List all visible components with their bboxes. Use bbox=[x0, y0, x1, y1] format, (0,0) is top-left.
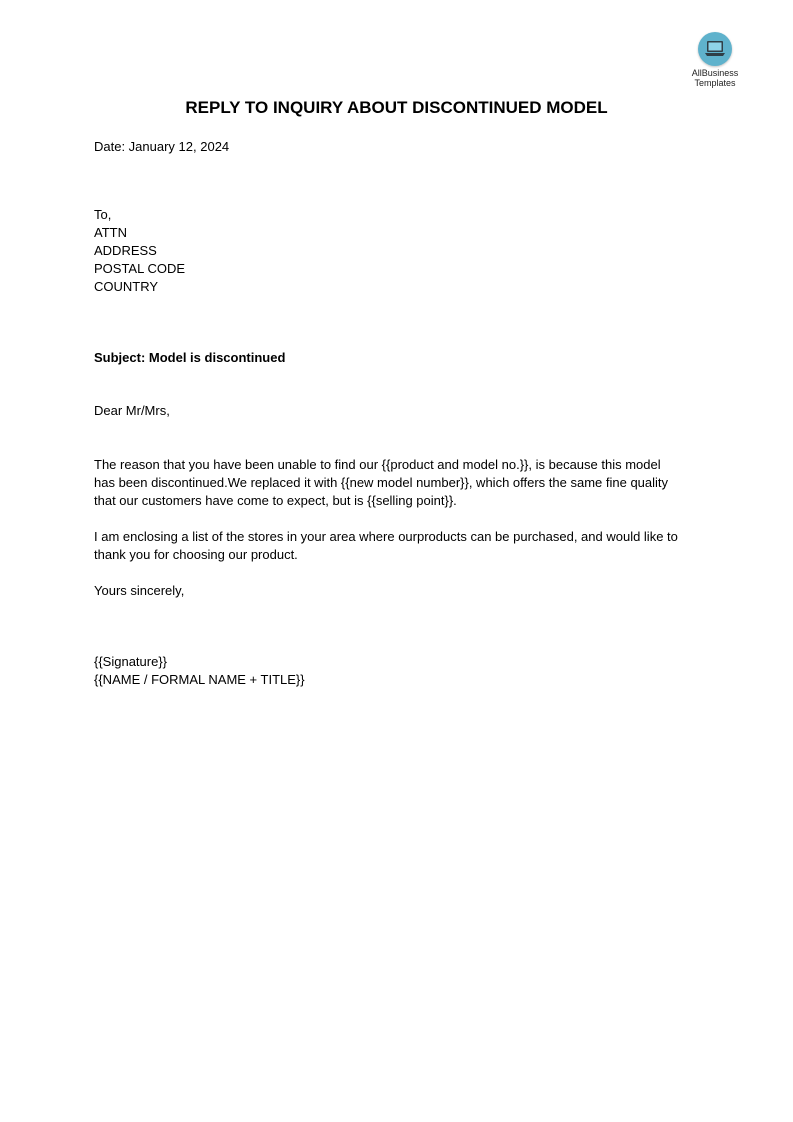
salutation: Dear Mr/Mrs, bbox=[94, 403, 170, 418]
body-paragraph-2 bbox=[94, 528, 706, 564]
subject-line: Subject: Model is discontinued bbox=[94, 350, 286, 365]
address-country: COUNTRY bbox=[94, 279, 159, 294]
paragraph-1-line-1: The reason that you have been unable to find our {{product and model no.}}, is because this model bbox=[94, 457, 661, 472]
address-attn: ATTN bbox=[94, 225, 127, 240]
body-paragraph-1 bbox=[94, 456, 706, 510]
closing: Yours sincerely, bbox=[94, 583, 185, 598]
laptop-icon bbox=[698, 32, 732, 66]
signature-placeholder: {{Signature}} bbox=[94, 654, 168, 669]
paragraph-1-line-2: has been discontinued.We replaced it with {{new model number}}, which offers the same fine quality bbox=[94, 475, 669, 490]
paragraph-2-line-2: thank you for choosing our product. bbox=[94, 547, 298, 562]
name-title-placeholder: {{NAME / FORMAL NAME + TITLE}} bbox=[94, 672, 305, 687]
paragraph-1-line-3: that our customers have come to expect, but is {{selling point}}. bbox=[94, 493, 457, 508]
address-street: ADDRESS bbox=[94, 243, 157, 258]
paragraph-2-line-1: I am enclosing a list of the stores in your area where ourproducts can be purchased, and would like to bbox=[94, 529, 678, 544]
logo-text bbox=[684, 68, 746, 88]
document-title: REPLY TO INQUIRY ABOUT DISCONTINUED MODEL bbox=[185, 98, 608, 117]
address-to: To, bbox=[94, 207, 112, 222]
logo-line-2: Templates bbox=[694, 78, 736, 88]
brand-logo bbox=[684, 32, 746, 88]
date-line: Date: January 12, 2024 bbox=[94, 139, 230, 154]
address-postal-code: POSTAL CODE bbox=[94, 261, 186, 276]
logo-line-1: AllBusiness bbox=[691, 68, 739, 78]
